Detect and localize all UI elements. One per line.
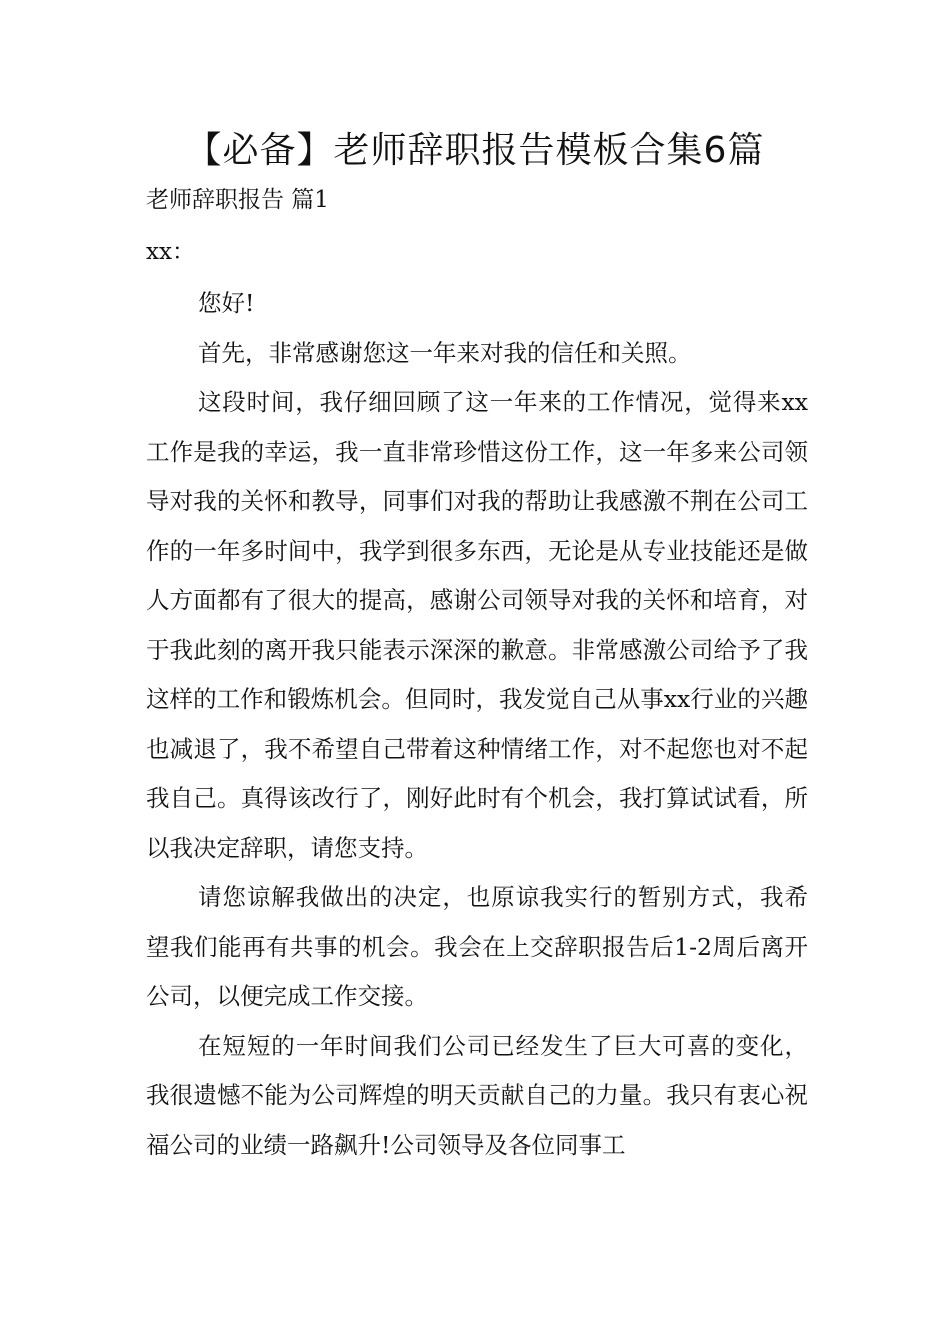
body-paragraph: 在短短的一年时间我们公司已经发生了巨大可喜的变化，我很遗憾不能为公司辉煌的明天贡献自己的力量。我只有衷心祝福公司的业绩一路飙升!公司领导及各位同事工 [146, 1031, 808, 1159]
body-paragraph: 首先，非常感谢您这一年来对我的信任和关照。 [198, 338, 692, 367]
letter-body [146, 279, 808, 1170]
body-paragraph: 请您谅解我做出的决定，也原谅我实行的暂别方式，我希望我们能再有共事的机会。我会在上交辞职报告后1-2周后离开公司，以便完成工作交接。 [146, 883, 808, 1010]
body-paragraph: 这段时间，我仔细回顾了这一年来的工作情况，觉得来xx工作是我的幸运，我一直非常珍惜这份工作，这一年多来公司领导对我的关怀和教导，同事们对我的帮助让我感激不荆在公司工作的一年多时间中，我学到很多东西，无论是从专业技能还是做人方面都有了很大的提高，感谢公司领导对我的关怀和培育，对于我此刻的离开我只能表示深深的歉意。非常感激公司给予了我这样的工作和锻炼机会。但同时，我发觉自己从事xx行业的兴趣也减退了，我不希望自己带着这种情绪工作，对不起您也对不起我自己。真得该改行了，刚好此时有个机会，我打算试试看，所以我决定辞职，请您支持。 [146, 388, 808, 862]
document-title: 【必备】老师辞职报告模板合集6篇 [185, 130, 765, 171]
section-heading: 老师辞职报告 篇1 [146, 187, 329, 213]
greeting-paragraph: 您好! [198, 289, 255, 317]
salutation: xx： [146, 239, 195, 265]
